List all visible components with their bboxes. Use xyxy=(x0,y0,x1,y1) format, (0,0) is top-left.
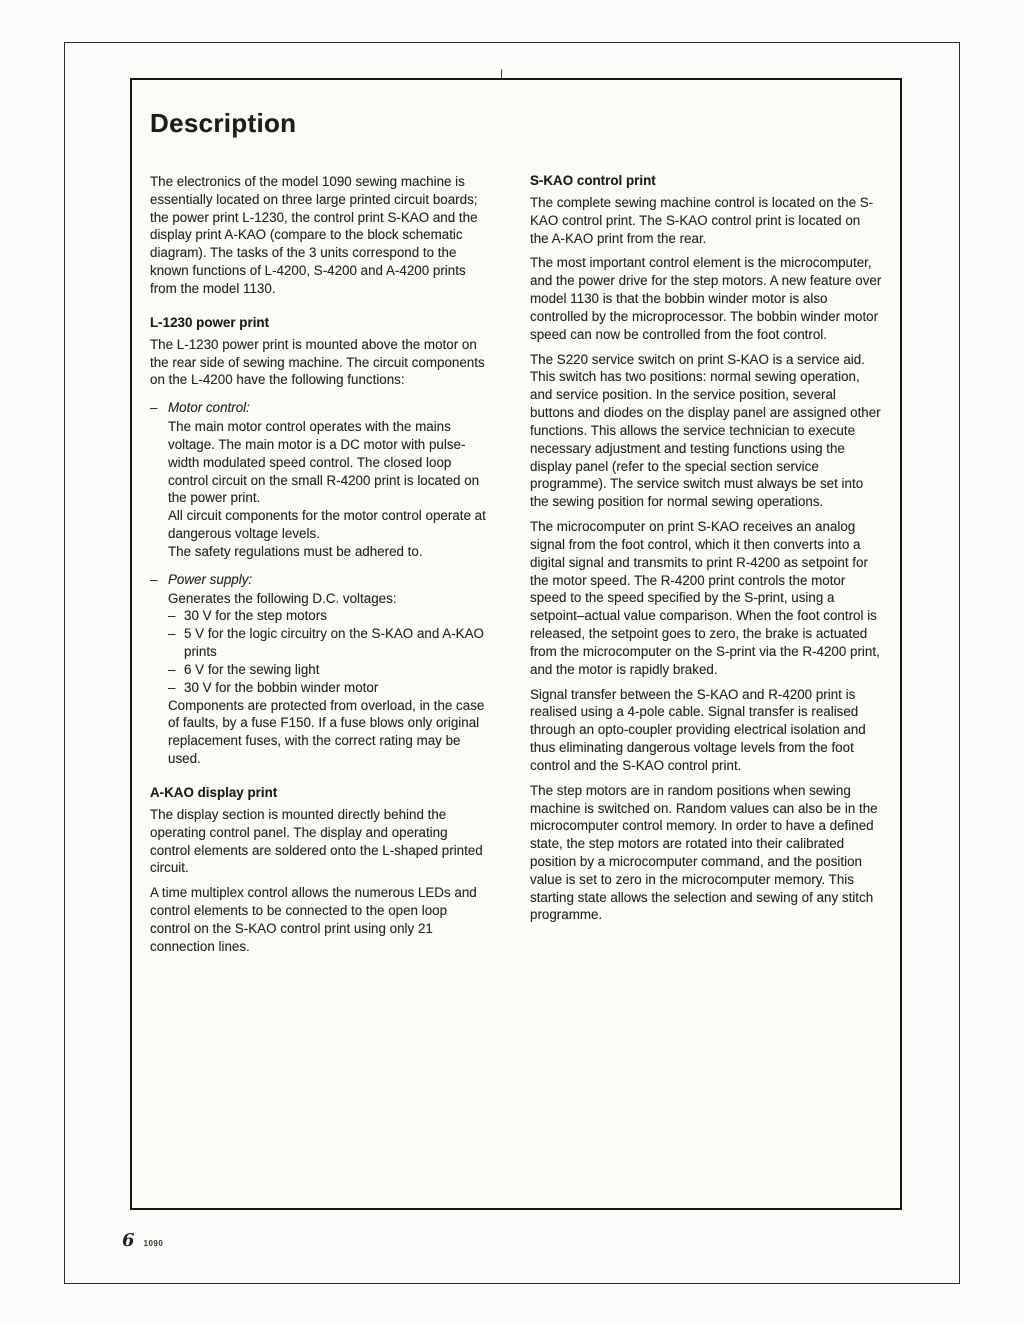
motor-control-label: Motor control: xyxy=(168,400,250,416)
power-supply-label: Power supply: xyxy=(168,571,253,587)
page-footer xyxy=(122,1230,163,1251)
power-supply-body xyxy=(168,590,488,768)
list-item-text: 5 V for the logic circuitry on the S-KAO and A-KAO prints xyxy=(184,626,484,660)
l1230-paragraph: The L-1230 power print is mounted above the motor on the rear side of sewing machine. The circuit components on the L-4200 have the following functions: xyxy=(150,336,485,388)
skao-paragraph-5: Signal transfer between the S-KAO and R-4200 print is realised using a 4-pole cable. Signal transfer is realised through an opto-coupler providing electrical isolation and thus eliminating dangerous voltage levels from the foot control and the S-KAO control print. xyxy=(530,686,866,773)
skao-paragraph-4: The microcomputer on print S-KAO receives an analog signal from the foot control, which it then converts into a digital signal and transmits to print R-4200 as setpoint for the motor speed. The R-4200 print controls the motor speed to the speed specified by the S-print, using a setpoint–actual value comparison. When the foot control is released, the setpoint goes to zero, the brake is actuated from the microcomputer on the S-print via the R-4200 print, and the motor is rapidly braked. xyxy=(530,519,880,677)
doc-code: 1090 xyxy=(143,1239,164,1248)
section-heading-akao: A-KAO display print xyxy=(150,784,278,800)
dash-marker: – xyxy=(168,626,176,642)
skao-paragraph-6: The step motors are in random positions when sewing machine is switched on. Random values can also be in the microcomputer control memory. In order to have a defined state, the step motors are rotated into their calibrated position by a microcomputer command, and the position value is set to zero in the microcomputer memory. This starting state allows the selection and sewing of any stitch programme. xyxy=(530,782,878,923)
section-heading-l1230: L-1230 power print xyxy=(150,314,270,330)
page-number: 6 xyxy=(122,1230,135,1251)
list-item xyxy=(168,661,488,679)
list-item xyxy=(168,607,488,625)
motor-control-body xyxy=(168,418,488,561)
right-column xyxy=(530,173,882,962)
list-item-text: 6 V for the sewing light xyxy=(184,661,320,677)
dash-marker: – xyxy=(150,400,158,416)
intro-paragraph: The electronics of the model 1090 sewing machine is essentially located on three large printed circuit boards; the power print L-1230, the control print S-KAO and the display print A-KAO (compare to the block schematic diagram). The tasks of the 3 units correspond to the known functions of L-4200, S-4200 and A-4200 prints from the model 1130. xyxy=(150,174,478,296)
content-frame xyxy=(130,78,902,1210)
list-item xyxy=(168,679,488,697)
power-intro: Generates the following D.C. voltages: xyxy=(168,590,397,606)
page-title: Description xyxy=(150,108,297,138)
akao-paragraph-2: A time multiplex control allows the numerous LEDs and control elements to be connected to the open loop control on the S-KAO control print using only 21 connection lines. xyxy=(150,885,477,954)
dash-marker: – xyxy=(150,571,158,587)
list-item xyxy=(168,625,488,661)
left-column xyxy=(150,173,488,962)
akao-paragraph-1: The display section is mounted directly behind the operating control panel. The display and operating control elements are soldered onto the L-shaped printed circuit. xyxy=(150,806,483,876)
dash-marker: – xyxy=(168,679,176,695)
motor-paragraph-1: The main motor control operates with the mains voltage. The main motor is a DC motor with pulse-width modulated speed control. The closed loop control circuit on the small R-4200 print is located on the power print. xyxy=(168,419,480,506)
skao-paragraph-3: The S220 service switch on print S-KAO is a service aid. This switch has two positions: normal sewing operation, and service position. In the service position, several buttons and diodes on the display panel are assigned other functions. This allows the service technician to execute necessary adjustment and testing functions using the display panel (refer to the special section service programme). The service switch must always be set into the sewing position for normal sewing operations. xyxy=(530,351,881,510)
dash-marker: – xyxy=(168,608,176,624)
power-outro: Components are protected from overload, in the case of faults, by a fuse F150. If a fuse blows only original replacement fuses, with the correct rating may be used. xyxy=(168,697,485,767)
skao-paragraph-2: The most important control element is the microcomputer, and the power drive for the step motors. A new feature over model 1130 is that the bobbin winder motor is also controlled by the microprocessor. The bobbin winder motor speed can now be controlled from the foot control. xyxy=(530,255,882,342)
motor-paragraph-2: All circuit components for the motor control operate at dangerous voltage levels. xyxy=(168,508,486,542)
section-heading-skao: S-KAO control print xyxy=(530,173,656,188)
registration-mark xyxy=(501,69,502,79)
list-item-text: 30 V for the bobbin winder motor xyxy=(184,679,379,695)
power-supply-item xyxy=(150,571,488,589)
skao-paragraph-1: The complete sewing machine control is located on the S-KAO control print. The S-KAO control print is located on the A-KAO print from the rear. xyxy=(530,195,874,246)
motor-control-item xyxy=(150,399,488,417)
motor-paragraph-3: The safety regulations must be adhered to. xyxy=(168,543,423,559)
dash-marker: – xyxy=(168,661,176,677)
voltage-list xyxy=(168,607,488,696)
columns xyxy=(150,173,882,962)
list-item-text: 30 V for the step motors xyxy=(184,608,327,624)
